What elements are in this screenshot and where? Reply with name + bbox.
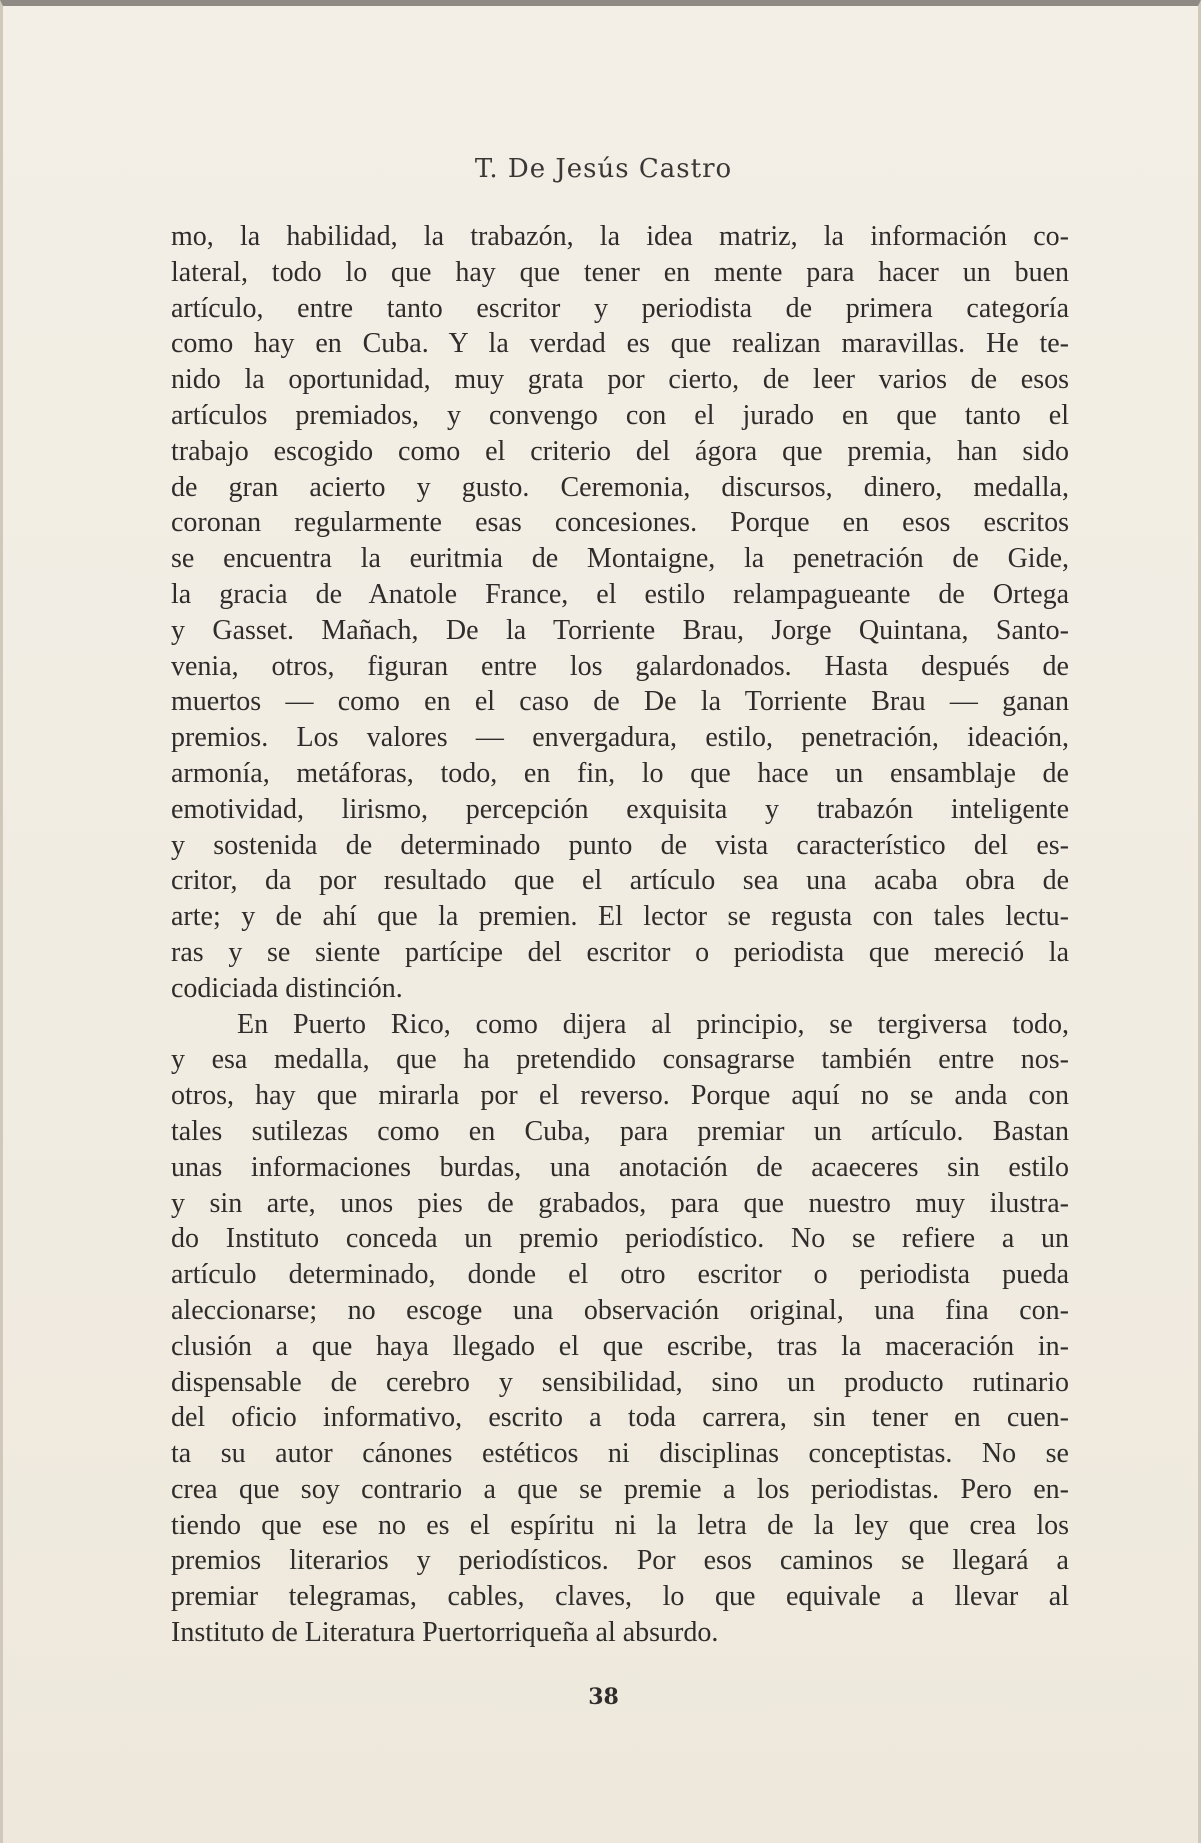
text-line: artículos premiados, y convengo con el jurado en que tanto el [171, 399, 1069, 431]
text-line: otros, hay que mirarla por el reverso. Porque aquí no se anda con [171, 1080, 1069, 1112]
text-line: tiendo que ese no es el espíritu ni la letra de la ley que crea los [171, 1509, 1069, 1541]
text-line: clusión a que haya llegado el que escribe, tras la maceración in- [171, 1330, 1069, 1362]
text-line: de gran acierto y gusto. Ceremonia, discursos, dinero, medalla, [171, 471, 1069, 503]
text-line: venia, otros, figuran entre los galardonados. Hasta después de [171, 650, 1069, 682]
text-line: ta su autor cánones estéticos ni disciplinas conceptistas. No se [171, 1438, 1069, 1470]
text-line: y sin arte, unos pies de grabados, para que nuestro muy ilustra- [171, 1187, 1069, 1219]
text-line: y Gasset. Mañach, De la Torriente Brau, Jorge Quintana, Santo- [171, 614, 1069, 646]
text-line: emotividad, lirismo, percepción exquisita y trabazón inteligente [171, 793, 1069, 825]
text-line: armonía, metáforas, todo, en fin, lo que hace un ensamblaje de [171, 757, 1069, 789]
text-line: dispensable de cerebro y sensibilidad, sino un producto rutinario [171, 1366, 1069, 1398]
text-line: aleccionarse; no escoge una observación original, una fina con- [171, 1294, 1069, 1326]
text-line: del oficio informativo, escrito a toda carrera, sin tener en cuen- [171, 1402, 1069, 1434]
text-line: y esa medalla, que ha pretendido consagrarse también entre nos- [171, 1044, 1069, 1076]
text-line: como hay en Cuba. Y la verdad es que realizan maravillas. He te- [171, 328, 1069, 360]
running-head: T. De Jesús Castro [474, 154, 733, 184]
body-text [171, 219, 1069, 1651]
text-line: lateral, todo lo que hay que tener en mente para hacer un buen [171, 256, 1069, 288]
text-line: En Puerto Rico, como dijera al principio, se tergiversa todo, [237, 1008, 1069, 1040]
page-number: 38 [588, 1684, 619, 1710]
text-line: arte; y de ahí que la premien. El lector se regusta con tales lectu- [171, 901, 1069, 933]
text-line: Instituto de Literatura Puertorriqueña al absurdo. [171, 1617, 719, 1649]
text-line: ras y se siente partícipe del escritor o periodista que mereció la [171, 936, 1069, 968]
text-line: premios literarios y periodísticos. Por esos caminos se llegará a [171, 1545, 1069, 1577]
text-line: tales sutilezas como en Cuba, para premiar un artículo. Bastan [171, 1115, 1069, 1147]
paragraph-1 [171, 219, 1069, 1007]
text-line: premios. Los valores — envergadura, estilo, penetración, ideación, [171, 722, 1069, 754]
text-line: do Instituto conceda un premio periodístico. No se refiere a un [171, 1223, 1069, 1255]
text-line: premiar telegramas, cables, claves, lo que equivale a llevar al [171, 1581, 1069, 1613]
text-line: crea que soy contrario a que se premie a los periodistas. Pero en- [171, 1473, 1069, 1505]
text-line: muertos — como en el caso de De la Torriente Brau — ganan [171, 686, 1069, 718]
text-line: coronan regularmente esas concesiones. Porque en esos escritos [171, 507, 1069, 539]
text-line: mo, la habilidad, la trabazón, la idea matriz, la información co- [171, 221, 1069, 252]
text-line: trabajo escogido como el criterio del ágora que premia, han sido [171, 435, 1069, 467]
text-line: nido la oportunidad, muy grata por cierto, de leer varios de esos [171, 364, 1069, 396]
text-line: unas informaciones burdas, una anotación de acaeceres sin estilo [171, 1151, 1069, 1183]
text-line: la gracia de Anatole France, el estilo relampagueante de Ortega [171, 578, 1069, 610]
text-line: se encuentra la euritmia de Montaigne, la penetración de Gide, [171, 543, 1069, 575]
text-line: critor, da por resultado que el artículo sea una acaba obra de [171, 865, 1069, 897]
text-line: artículo determinado, donde el otro escritor o periodista pueda [171, 1259, 1069, 1291]
text-line: artículo, entre tanto escritor y periodista de primera categoría [171, 292, 1069, 324]
text-line: y sostenida de determinado punto de vista característico del es- [171, 829, 1069, 861]
paragraph-2 [171, 1007, 1069, 1651]
text-line: codiciada distinción. [171, 972, 403, 1004]
